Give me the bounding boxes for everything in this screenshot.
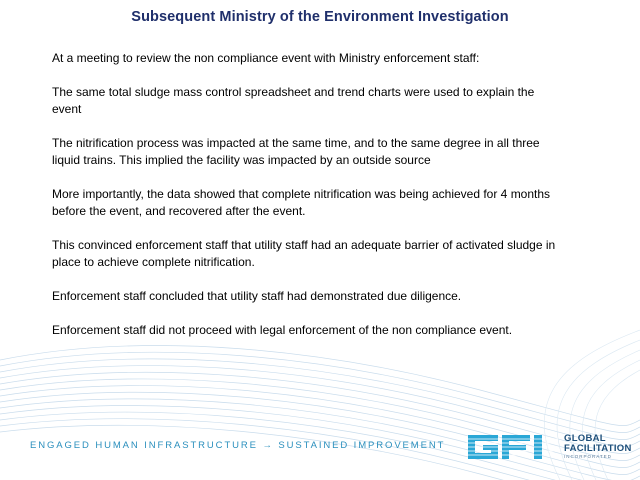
paragraph: More importantly, the data showed that complete nitrification was being achieved for 4 months before the event, and recovered after the event. bbox=[52, 187, 551, 218]
logo-word-facilitation: FACILITATION bbox=[564, 443, 632, 454]
page-title: Subsequent Ministry of the Environment Investigation bbox=[131, 9, 509, 25]
logo-word-incorporated: INCORPORATED bbox=[564, 454, 612, 459]
paragraph: This convinced enforcement staff that utility staff had an adequate barrier of activated sludge in place to achieve complete nitrification. bbox=[52, 238, 556, 269]
body-text bbox=[52, 50, 562, 356]
gfi-logo-mark bbox=[466, 433, 558, 461]
paragraph: Enforcement staff did not proceed with legal enforcement of the non compliance event. bbox=[52, 323, 513, 337]
paragraph: Enforcement staff concluded that utility staff had demonstrated due diligence. bbox=[52, 289, 462, 303]
logo-word-global: GLOBAL bbox=[564, 433, 606, 444]
footer-tagline: ENGAGED HUMAN INFRASTRUCTURE → SUSTAINED IMPROVEMENT bbox=[30, 440, 446, 451]
paragraph: The nitrification process was impacted at the same time, and to the same degree in all three liquid trains. This implied the facility was impacted by an outside source bbox=[52, 136, 540, 167]
paragraph: At a meeting to review the non compliance event with Ministry enforcement staff: bbox=[52, 51, 480, 65]
logo-wordmark bbox=[564, 434, 632, 460]
company-logo bbox=[466, 432, 632, 462]
paragraph: The same total sludge mass control spreadsheet and trend charts were used to explain the event bbox=[52, 85, 535, 116]
